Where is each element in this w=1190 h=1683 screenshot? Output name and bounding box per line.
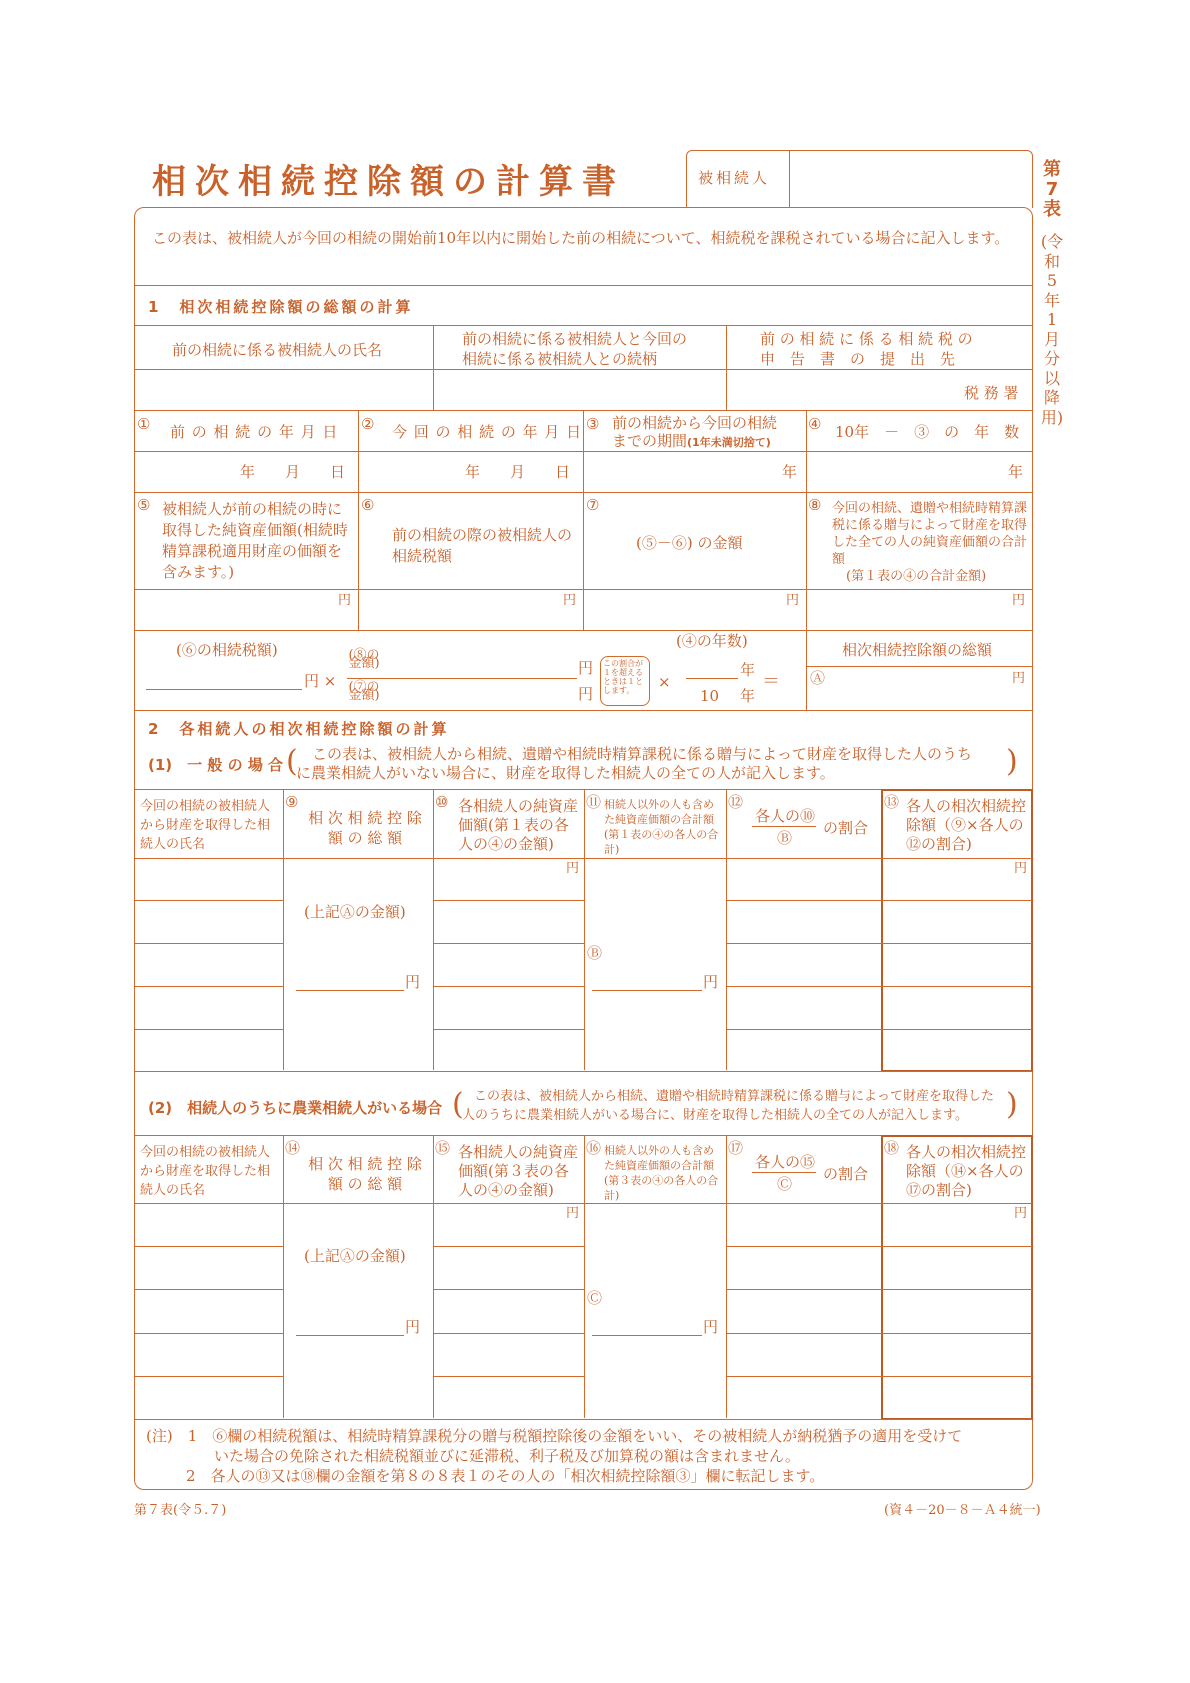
circle-4-marker: ④: [808, 415, 822, 433]
formula-years-field[interactable]: [686, 660, 738, 678]
circle-8-marker: ⑧: [808, 496, 822, 514]
yen-unit: 円: [1014, 1206, 1028, 1221]
period-year-unit: 年: [782, 463, 798, 481]
formula-numerator-field[interactable]: [386, 654, 576, 676]
circle-14-marker: ⑭: [285, 1139, 301, 1157]
formula-year-unit: 年: [740, 661, 756, 679]
section2-heading: 2 各相続人の相次相続控除額の計算: [148, 720, 450, 738]
part1-above-label: (上記Ⓐの金額): [304, 903, 406, 921]
circle-6-marker: ⑥: [361, 496, 375, 514]
footer-form-code: 第７表(令５.７): [134, 1503, 227, 1518]
period-label: までの期間: [612, 432, 688, 450]
intro-text: この表は、被相続人が今回の相続の開始前10年以内に開始した前の相続について、相続税を課税されている場合に記入します。: [152, 229, 1010, 247]
yen-unit: 円: [1012, 671, 1026, 686]
circle-9-marker: ⑨: [285, 793, 299, 811]
part1-total-field[interactable]: [296, 966, 404, 988]
prev-decedent-name-header: 前の相続に係る被相続人の氏名: [172, 341, 383, 359]
decedent-field[interactable]: [792, 153, 1030, 205]
part1-note-right-paren: ): [1006, 744, 1018, 779]
current-date-ymd: 年 月 日: [465, 463, 571, 481]
relation-header-line2: 相続に係る被相続人との続柄: [462, 350, 658, 368]
total-net-assets-field[interactable]: [808, 590, 1030, 628]
side-tab-form-number: 第 7 表: [1043, 159, 1061, 220]
part2-note-right-paren: ): [1006, 1087, 1018, 1122]
part2-heir-name-field[interactable]: [136, 1205, 282, 1245]
part1-heir-name-field[interactable]: [136, 945, 282, 985]
yen-unit: 円: [566, 1206, 580, 1221]
circle-15-marker: ⑮: [435, 1139, 451, 1157]
part2-net-assets-header: 各相続人の純資産価額(第３表の各人の④の金額): [458, 1143, 579, 1199]
part1-heir-name-field[interactable]: [136, 902, 282, 942]
circle-17-marker: ⑰: [728, 1139, 744, 1157]
yen-unit: 円: [578, 685, 594, 703]
footer-standard-code: (資４－20－８－Ａ４統一): [884, 1503, 1041, 1518]
yen-unit: 円: [1014, 861, 1028, 876]
part1-heir-name-field[interactable]: [136, 988, 282, 1028]
yen-unit: 円: [338, 593, 352, 608]
circle-10-marker: ⑩: [435, 793, 449, 811]
part2-note-line2: 人のうちに農業相続人がいる場合に、財産を取得した相続人の全ての人が記入します。: [462, 1108, 968, 1123]
part1-net-assets-header: 各相続人の純資産価額(第１表の各人の④の金額): [458, 797, 579, 853]
prev-tax-header: 前の相続の際の被相続人の相続税額: [392, 526, 573, 565]
section1-heading: 1 相次相続控除額の総額の計算: [148, 298, 414, 316]
yen-unit: 円: [786, 593, 800, 608]
formula-numerator-label: (⑧の金額): [348, 648, 380, 671]
circle-c-marker: Ⓒ: [587, 1289, 603, 1307]
part2-heir-name-field[interactable]: [136, 1291, 282, 1332]
circle-7-marker: ⑦: [586, 496, 600, 514]
part1-ratio-suffix: の割合: [823, 819, 869, 837]
total-net-assets-sub: (第１表の④の合計金額): [846, 569, 987, 584]
formula-years-label: (④の年数): [676, 632, 748, 650]
formula-tax-label: (⑥の相続税額): [176, 641, 278, 659]
circle-a-marker: Ⓐ: [810, 669, 826, 687]
difference-field[interactable]: [585, 590, 805, 628]
circle-13-marker: ⑬: [884, 793, 900, 811]
yen-unit: 円: [405, 1318, 421, 1336]
circle-2-marker: ②: [361, 415, 375, 433]
total-deduction-label: 相次相続控除額の総額: [842, 641, 993, 659]
part1-label: (1) 一 般 の 場 合: [148, 756, 284, 774]
remaining-years-header: 10年 － ③ の 年 数: [835, 423, 1020, 441]
note-1-line2: いた場合の免除された相続税額並びに延滞税、利子税及び加算税の額は含まれません。: [214, 1447, 800, 1465]
formula-times: ×: [658, 673, 671, 691]
part1-total-net-assets-header: 相続人以外の人も含めた純資産価額の合計額(第１表の④の各人の合計): [604, 798, 719, 856]
period-header-line2: [612, 431, 771, 451]
part1-note-line2: に農業相続人がいない場合に、財産を取得した相続人の全ての人が記入します。: [296, 764, 835, 782]
part2-heir-deduction-header: 各人の相次相続控除額（⑭×各人の⑰の割合): [906, 1143, 1027, 1199]
part1-note-left-paren: (: [286, 744, 298, 779]
period-note: (1年未満切捨て): [687, 436, 771, 449]
part2-above-label: (上記Ⓐの金額): [304, 1247, 406, 1265]
form-title: 相次相続控除額の計算書: [152, 162, 625, 202]
part1-note-line1: この表は、被相続人から相続、遺贈や相続時精算課税に係る贈与によって財産を取得した人のうち: [312, 745, 973, 763]
part1-ratio-denominator: Ⓑ: [777, 829, 793, 847]
circle-5-marker: ⑤: [137, 496, 151, 514]
part1-ratio-numerator: 各人の⑩: [755, 807, 816, 825]
part2-ratio-numerator: 各人の⑮: [755, 1153, 816, 1171]
circle-1-marker: ①: [137, 415, 151, 433]
part2-total-header: 相 次 相 続 控 除 額 の 総 額: [308, 1155, 422, 1193]
formula-yen-times: 円 ×: [304, 672, 337, 690]
circle-11-marker: ⑪: [586, 793, 602, 811]
yen-unit: 円: [703, 973, 719, 991]
tax-office-field[interactable]: [728, 371, 958, 409]
total-deduction-field[interactable]: [830, 668, 1010, 706]
yen-unit: 円: [1012, 593, 1026, 608]
part2-heir-name-header: 今回の相続の被相続人から財産を取得した相続人の氏名: [140, 1145, 271, 1198]
side-tab-period: (令 和 5 年 1 月 分 以 降 用): [1040, 232, 1064, 427]
formula-year-unit: 年: [740, 687, 756, 705]
circle-12-marker: ⑫: [728, 793, 744, 811]
part2-label: (2) 相続人のうちに農業相続人がいる場合: [148, 1099, 443, 1117]
period-header-line1: 前の相続から今回の相続: [612, 414, 778, 432]
part2-total-net-assets-field[interactable]: [592, 1311, 702, 1333]
part2-note-line1: この表は、被相続人から相続、遺贈や相続時精算課税に係る贈与によって財産を取得した: [474, 1089, 995, 1104]
remaining-year-unit: 年: [1008, 463, 1024, 481]
prev-decedent-name-field[interactable]: [136, 371, 432, 409]
relation-header-line1: 前の相続に係る被相続人と今回の: [462, 330, 688, 348]
formula-equals: ＝: [762, 671, 780, 692]
decedent-label: 被相続人: [698, 169, 771, 187]
circle-18-marker: ⑱: [884, 1139, 900, 1157]
part2-heir-name-field[interactable]: [136, 1335, 282, 1375]
tax-office-header-line1: 前 の 相 続 に 係 る 相 続 税 の: [760, 330, 973, 348]
yen-unit: 円: [566, 861, 580, 876]
prev-inheritance-date-header: 前 の 相 続 の 年 月 日: [170, 423, 339, 441]
formula-denominator-label: (⑦の金額): [348, 680, 380, 703]
part1-heir-name-header: 今回の相続の被相続人から財産を取得した相続人の氏名: [140, 799, 271, 852]
circle-3-marker: ③: [586, 415, 600, 433]
part2-total-field[interactable]: [296, 1311, 404, 1333]
total-net-assets-header: 今回の相続、遺贈や相続時精算課税に係る贈与によって財産を取得した全ての人の純資産価額の合計額: [832, 501, 1028, 567]
formula-tax-field[interactable]: [146, 668, 302, 688]
net-assets-field[interactable]: [136, 590, 357, 628]
yen-unit: 円: [405, 973, 421, 991]
current-inheritance-date-header: 今 回 の 相 続 の 年 月 日: [392, 423, 583, 441]
yen-unit: 円: [703, 1318, 719, 1336]
part1-heir-deduction-header: 各人の相次相続控除額（⑨×各人の⑫の割合): [906, 797, 1027, 853]
part2-heir-name-field[interactable]: [136, 1378, 282, 1417]
part1-total-header: 相 次 相 続 控 除 額 の 総 額: [308, 809, 422, 847]
yen-unit: 円: [578, 659, 594, 677]
prev-tax-field[interactable]: [360, 590, 582, 628]
tax-office-suffix: 税 務 署: [964, 384, 1019, 402]
period-years-field[interactable]: [585, 452, 805, 490]
ratio-cap-note: この割合が１を超えるときは１とします。: [600, 656, 650, 706]
part1-total-net-assets-field[interactable]: [592, 966, 702, 988]
note-1-line1: (注) 1 ⑥欄の相続税額は、相続時精算課税分の贈与税額控除後の金額をいい、その被相続人が納税猶予の適用を受けて: [146, 1427, 963, 1445]
circle-b-marker: Ⓑ: [587, 944, 603, 962]
remaining-years-field[interactable]: [808, 452, 1030, 490]
yen-unit: 円: [563, 593, 577, 608]
difference-header: (⑤－⑥) の金額: [636, 534, 743, 552]
part2-total-net-assets-header: 相続人以外の人も含めた純資産価額の合計額(第３表の④の各人の合計): [604, 1144, 719, 1202]
tax-office-header-line2: 申 告 書 の 提 出 先: [760, 350, 956, 368]
part2-heir-name-field[interactable]: [136, 1248, 282, 1288]
part2-ratio-suffix: の割合: [823, 1165, 869, 1183]
note-2: 2 各人の⑬又は⑱欄の金額を第８の８表１のその人の「相次相続控除額③」欄に転記します。: [186, 1467, 825, 1485]
circle-16-marker: ⑯: [586, 1139, 602, 1157]
relation-field[interactable]: [435, 371, 725, 409]
prev-date-ymd: 年 月 日: [240, 463, 346, 481]
formula-denominator-field[interactable]: [386, 682, 576, 704]
part1-heir-name-field[interactable]: [136, 860, 282, 899]
part1-heir-name-field[interactable]: [136, 1031, 282, 1069]
net-assets-header: 被相続人が前の相続の時に取得した純資産価額(相続時精算課税適用財産の価額を含みます。): [162, 500, 348, 581]
formula-ten: 10: [700, 687, 720, 705]
part2-ratio-denominator: Ⓒ: [777, 1175, 793, 1193]
part2-note-left-paren: (: [452, 1087, 464, 1122]
